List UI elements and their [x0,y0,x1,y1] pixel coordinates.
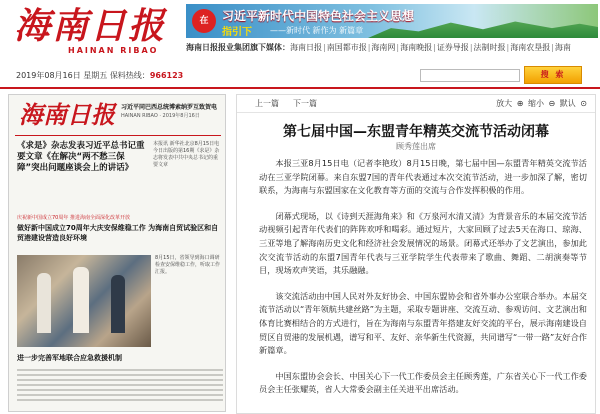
edition-weekday: 星期五 [83,71,108,80]
article-paragraph: 中国东盟协会会长、中国关心下一代工作委员会主任顾秀莲，广东省关心下一代工作委员会主任张耀英，省人大常委会副主任关进平出席活动。 [259,370,587,395]
article-paragraph: 闭幕式现场，以《诗到天涯海角来》和《万泉河水清又清》为背景音乐的本届交流节活动视频引起青年代表们的阵阵欢呼和喝彩。通过短片，大家回顾了过去5天在海口、琼海、三亚等地了解海南历史文化和经济社会发展情况的场景。闭幕式还举办了文艺演出，参加此次交流节活动的东盟7国青年代表与三亚学院学生代表带来了歌曲、舞蹈、二胡演奏等节目，现场欢声笑语，其乐融融。 [259,210,587,276]
media-nav-label: 海南日报报业集团旗下媒体： [186,43,290,52]
article-subtitle: 顾秀莲出席 [396,142,436,151]
media-nav-link[interactable]: 海南网 [371,43,396,52]
photo-figure [73,267,89,333]
newspaper-second-headline[interactable] [17,213,223,243]
newspaper-photo[interactable] [17,255,151,347]
newspaper-photo-caption: 8月15日，省领导到海口调研检查安保维稳工作，听取工作汇报。 [155,255,221,275]
hotline-label: 保料热线： [109,71,150,80]
article-title: 第七届中国—东盟青年精英交流节活动闭幕 [283,124,549,140]
zoom-in-button[interactable]: 放大 [496,99,513,108]
article-paragraph: 该交流活动由中国人民对外友好协会、中国东盟协会和省外事办公室联合举办。本届交流节活动以“青年领航共建丝路”为主题，采取专题讲座、交流互动、参观访问、文艺演出和体育比赛相结合的方式进行，旨在为海南与东盟青年搭建友好交流的平台，展示海南建设自贸区自贸港的发展机遇，谱写和平、友好、亲华新生代资源，共同谱写“一带一路”友好合作新篇章。 [259,290,587,356]
search-button[interactable]: 搜 索 [524,66,582,84]
edition-date: 2019年08月16日 [16,71,81,80]
media-nav-link[interactable]: 海南农垦报 [510,43,551,52]
newspaper-page-thumbnail[interactable] [8,94,226,412]
newspaper-issue-line: HAINAN RIBAO · 2019年8月16日 [121,113,200,119]
banner-subtitle: 指引下 [222,27,252,38]
zoom-in-icon[interactable]: ⊕ [516,99,524,108]
media-nav-link[interactable]: 海南 [554,43,571,52]
newspaper-top-story[interactable] [121,103,221,121]
promo-banner[interactable] [186,4,598,38]
newspaper-kicker: 庆祝新中国成立70周年 推进海南全面深化改革开放 [17,215,130,221]
newspaper-second-headline-text: 做好新中国成立70周年大庆安保维稳工作 为海南自贸试验区和自贸港建设营造良好环境 [17,224,219,242]
newspaper-top-story-title: 习近平同巴西总统博索纳罗互致贺电 [121,104,218,111]
next-article-link[interactable]: 下一篇 [293,99,317,108]
article-paragraph: 本报三亚8月15日电（记者李艳玫）8月15日晚，第七届中国—东盟青年精英交流节活动在三亚学院闭幕。来自东盟7国的青年代表通过本次交流节活动，进一步加深了解，密切联系，为海南与东盟国家在文化教育等方面的交流与合作发挥积极的作用。 [259,158,587,196]
photo-figure [111,275,125,333]
newspaper-lead-headline[interactable]: 《求是》杂志发表习近平总书记重要文章《在解决“两不愁三保障”突出问题座谈会上的讲话》 [17,141,145,173]
newspaper-side-text: 本报讯 新华社北京8月15日电 今日出版的第16期《求是》杂志将发表中共中央总书记的重要文章 [153,141,220,168]
site-header [0,0,600,72]
media-nav-link[interactable]: 海南晚报 [400,43,433,52]
media-nav-link[interactable]: 证券导报 [436,43,469,52]
site-logo-subtitle: HAINAN RIBAO [68,46,159,55]
media-nav-link[interactable]: 法制时报 [473,43,506,52]
zoom-out-icon[interactable]: ⊖ [548,99,556,108]
newspaper-divider [15,135,221,136]
newspaper-body-lines [17,369,223,404]
font-size-tools [494,95,587,113]
media-nav: 海南日报报业集团旗下媒体：海南日报|南国都市报|海南网|海南晚报|证券导报|法制时报|海南农垦报|海南 [186,43,571,52]
header-divider [0,87,600,89]
site-logo[interactable]: 海南日报 [14,5,167,47]
zoom-out-button[interactable]: 缩小 [527,99,544,108]
banner-slogan: ——新时代 新作为 新篇章 [270,26,364,35]
hotline-number: 966123 [149,71,184,80]
article-body [259,157,587,409]
media-nav-link[interactable]: 南国都市报 [326,43,367,52]
article-toolbar [237,95,595,113]
newspaper-masthead: 海南日报 [19,100,115,129]
banner-badge-icon: 在 [192,9,216,33]
newspaper-third-headline[interactable]: 进一步完善军地联合应急救援机制 [17,354,122,362]
photo-figure [37,273,51,333]
prev-article-link[interactable]: 上一篇 [255,99,279,108]
search-input[interactable] [420,69,520,82]
default-size-button[interactable]: 默认 [559,99,576,108]
banner-title: 习近平新时代中国特色社会主义思想 [222,9,415,23]
media-nav-link[interactable]: 海南日报 [290,43,322,52]
default-size-icon[interactable]: ⊙ [580,99,587,108]
article-panel [236,94,596,414]
